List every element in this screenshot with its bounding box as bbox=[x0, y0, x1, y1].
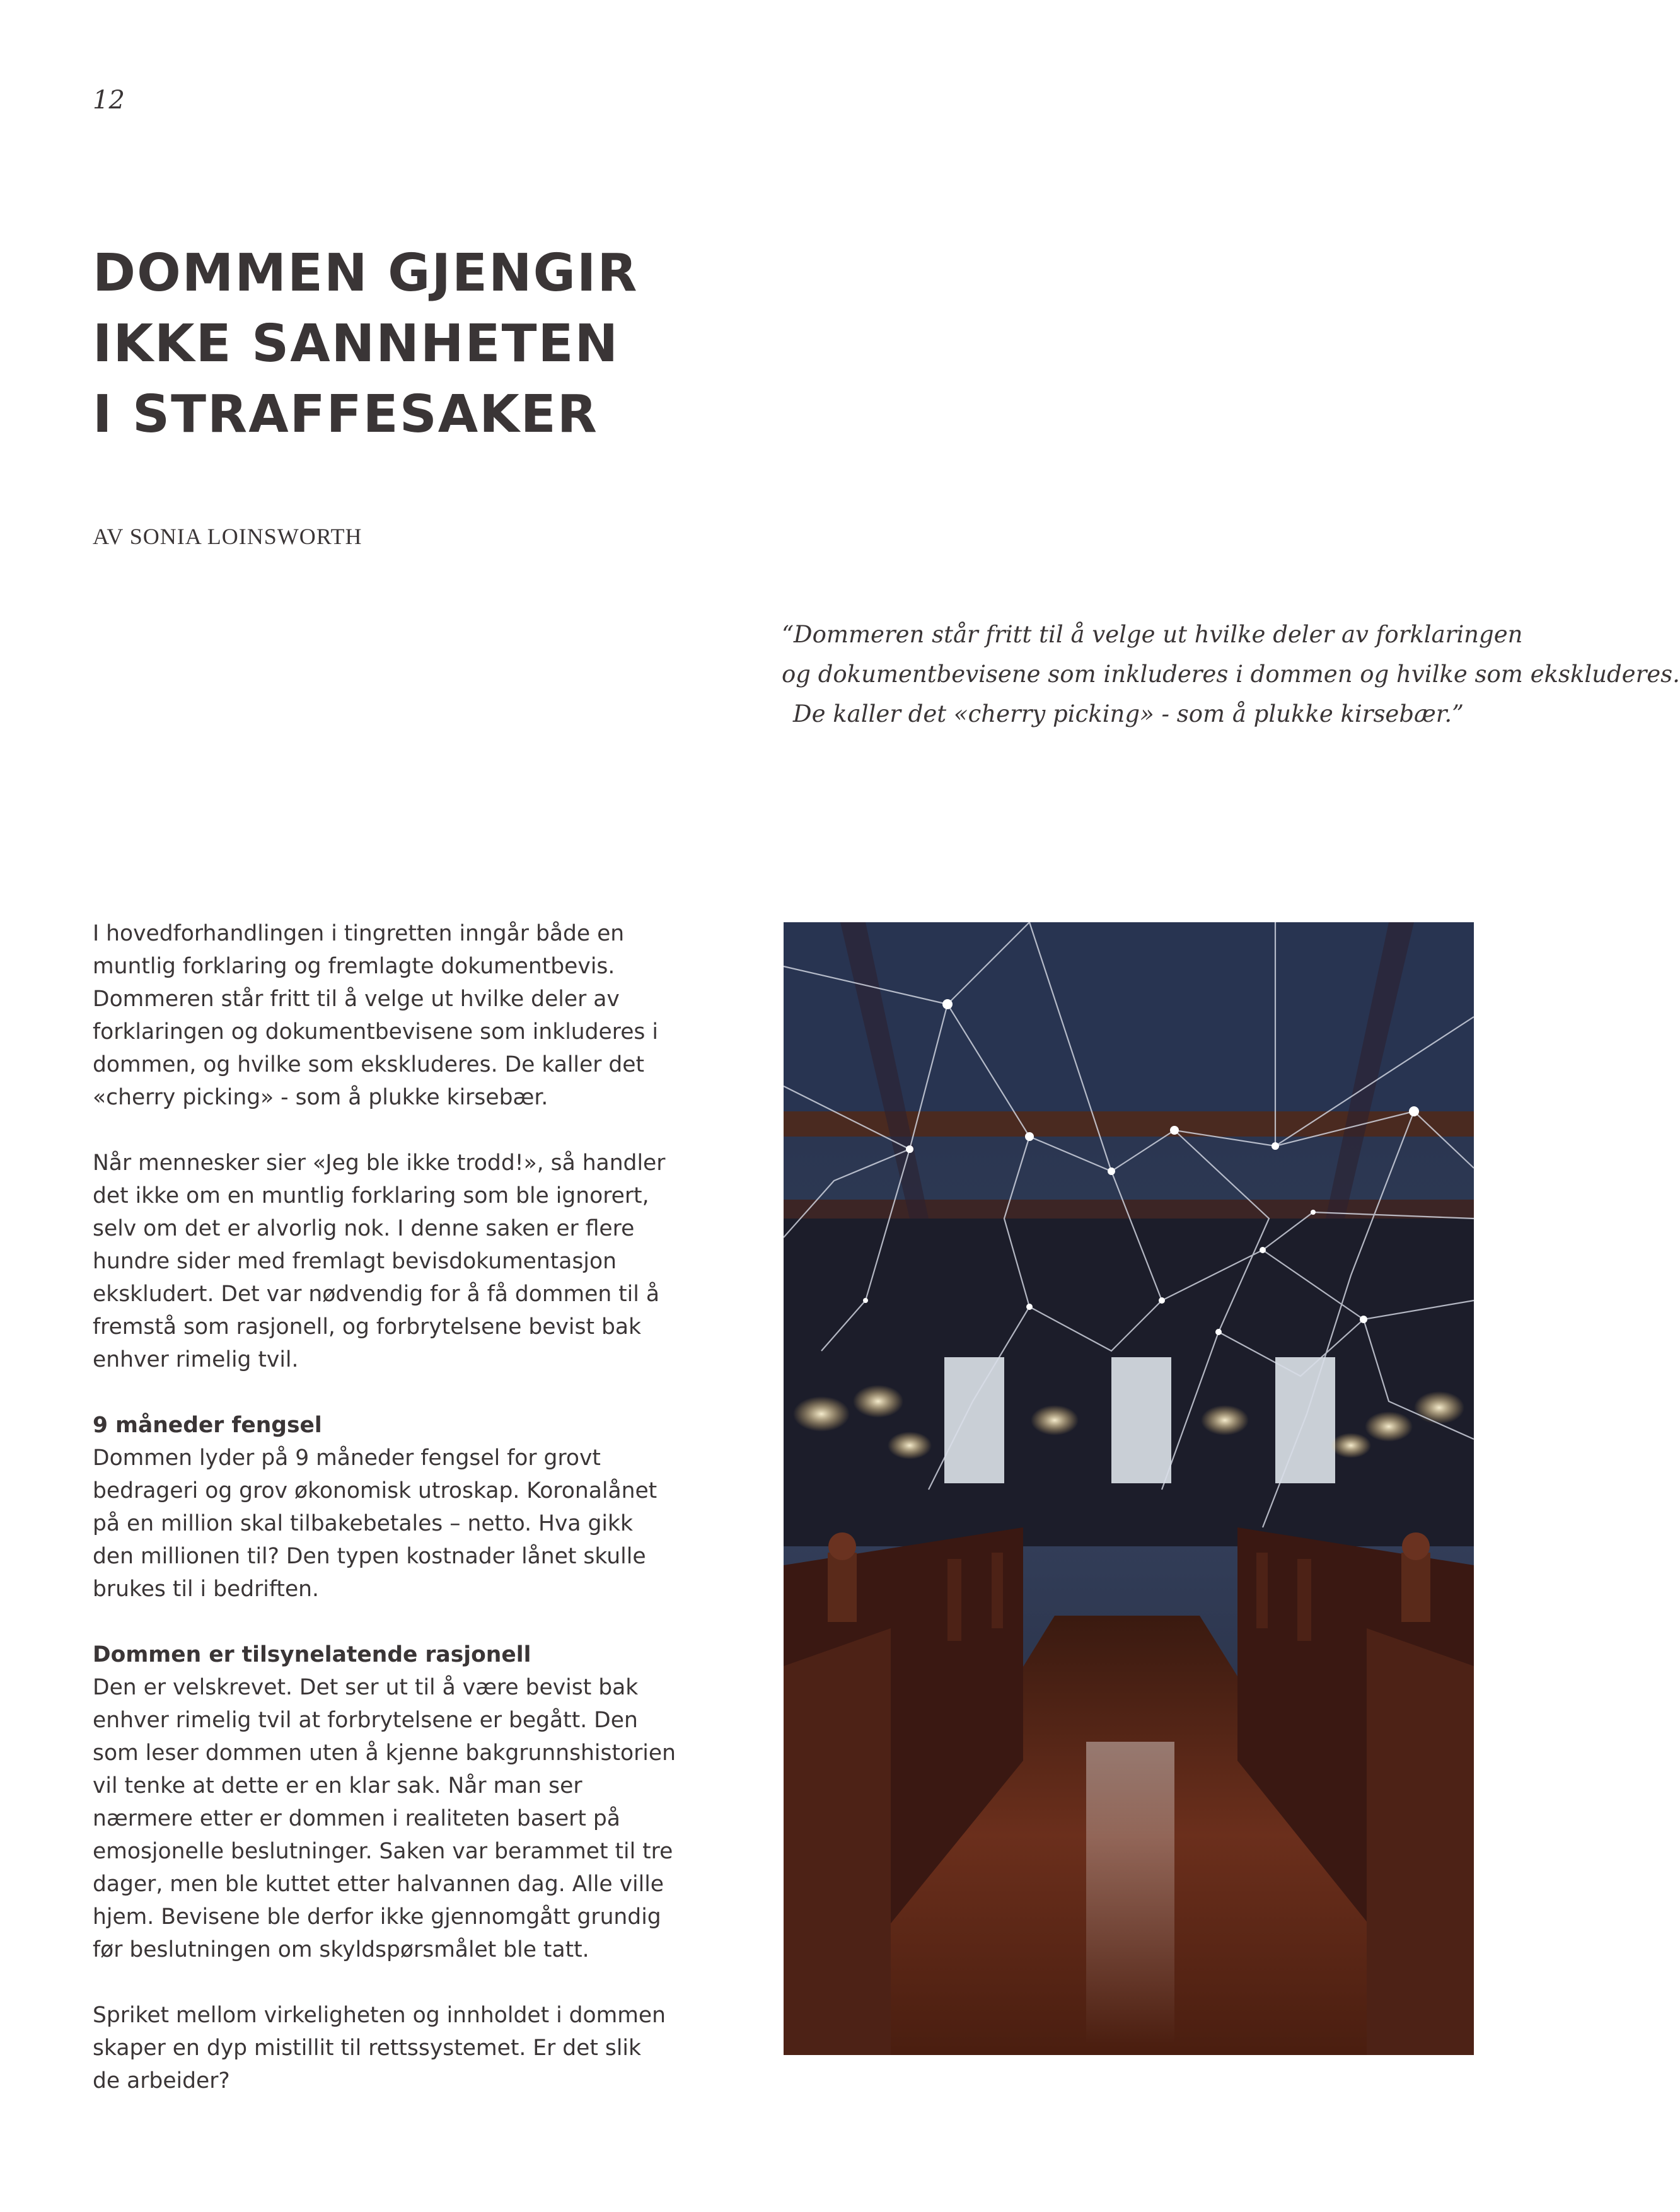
text-line: enhver rimelig tvil. bbox=[93, 1347, 299, 1372]
paragraph-3 bbox=[93, 1442, 736, 1606]
text-line: muntlig forklaring og fremlagte dokumentbevis. bbox=[93, 954, 615, 979]
title-line: IKKE SANNHETEN bbox=[93, 314, 620, 374]
page-number: 12 bbox=[93, 86, 125, 115]
text-line: Når mennesker sier «Jeg ble ikke trodd!», så handler bbox=[93, 1150, 666, 1176]
text-line: Den er velskrevet. Det ser ut til å være bevist bak bbox=[93, 1675, 639, 1700]
text-line: ekskludert. Det var nødvendig for å få dommen til å bbox=[93, 1282, 659, 1307]
text-line: på en million skal tilbakebetales – netto. Hva gikk bbox=[93, 1511, 633, 1536]
text-line: brukes til i bedriften. bbox=[93, 1577, 319, 1602]
text-line: Dommeren står fritt til å velge ut hvilke deler av bbox=[93, 987, 620, 1012]
text-line: enhver rimelig tvil at forbrytelsene er begått. Den bbox=[93, 1708, 638, 1733]
section-heading: 9 måneder fengsel bbox=[93, 1413, 322, 1438]
paragraph-5 bbox=[93, 1999, 736, 2097]
text-line: fremstå som rasjonell, og forbrytelsene bevist bak bbox=[93, 1314, 641, 1340]
text-line: Spriket mellom virkeligheten og innholdet i dommen bbox=[93, 2003, 666, 2028]
article-title bbox=[93, 238, 639, 450]
paragraph-1 bbox=[93, 917, 736, 1114]
text-line: de arbeider? bbox=[93, 2068, 230, 2093]
text-line: vil tenke at dette er en klar sak. Når man ser bbox=[93, 1773, 582, 1798]
text-line: I hovedforhandlingen i tingretten inngår både en bbox=[93, 921, 625, 946]
paragraph-4 bbox=[93, 1671, 736, 1966]
text-line: hundre sider med fremlagt bevisdokumentasjon bbox=[93, 1249, 617, 1274]
text-line: dager, men ble kuttet etter halvannen dag. Alle ville bbox=[93, 1872, 664, 1897]
title-line: DOMMEN GJENGIR bbox=[93, 243, 639, 303]
text-line: «cherry picking» - som å plukke kirsebær. bbox=[93, 1085, 548, 1110]
text-line: som leser dommen uten å kjenne bakgrunnshistorien bbox=[93, 1740, 676, 1766]
text-line: Dommen lyder på 9 måneder fengsel for grovt bbox=[93, 1445, 601, 1471]
text-line: bedrageri og grov økonomisk utroskap. Koronalånet bbox=[93, 1478, 658, 1503]
text-line: før beslutningen om skyldspørsmålet ble tatt. bbox=[93, 1937, 589, 1962]
pull-quote-line: De kaller det «cherry picking» - som å plukke kirsebær.” bbox=[792, 700, 1464, 727]
pull-quote bbox=[782, 615, 1680, 734]
text-line: det ikke om en muntlig forklaring som ble ignorert, bbox=[93, 1183, 649, 1208]
text-line: emosjonelle beslutninger. Saken var berammet til tre bbox=[93, 1839, 673, 1864]
pull-quote-line: og dokumentbevisene som inkluderes i dommen og hvilke som ekskluderes. bbox=[782, 661, 1680, 688]
text-line: selv om det er alvorlig nok. I denne saken er flere bbox=[93, 1216, 635, 1241]
text-line: nærmere etter er dommen i realiteten basert på bbox=[93, 1806, 620, 1831]
text-line: den millionen til? Den typen kostnader lånet skulle bbox=[93, 1544, 646, 1569]
text-line: dommen, og hvilke som ekskluderes. De kaller det bbox=[93, 1052, 645, 1077]
section-heading: Dommen er tilsynelatende rasjonell bbox=[93, 1642, 531, 1667]
article-body bbox=[93, 917, 736, 2097]
text-line: skaper en dyp mistillit til rettssystemet. Er det slik bbox=[93, 2035, 641, 2061]
text-line: forklaringen og dokumentbevisene som inkluderes i bbox=[93, 1019, 658, 1045]
title-line: I STRAFFESAKER bbox=[93, 385, 598, 444]
text-line: hjem. Bevisene ble derfor ikke gjennomgått grundig bbox=[93, 1904, 661, 1930]
paragraph-2 bbox=[93, 1147, 736, 1376]
courtroom-network-image bbox=[784, 922, 1474, 2055]
pull-quote-line: “Dommeren står fritt til å velge ut hvilke deler av forklaringen bbox=[782, 621, 1523, 648]
byline: AV SONIA LOINSWORTH bbox=[93, 524, 362, 549]
